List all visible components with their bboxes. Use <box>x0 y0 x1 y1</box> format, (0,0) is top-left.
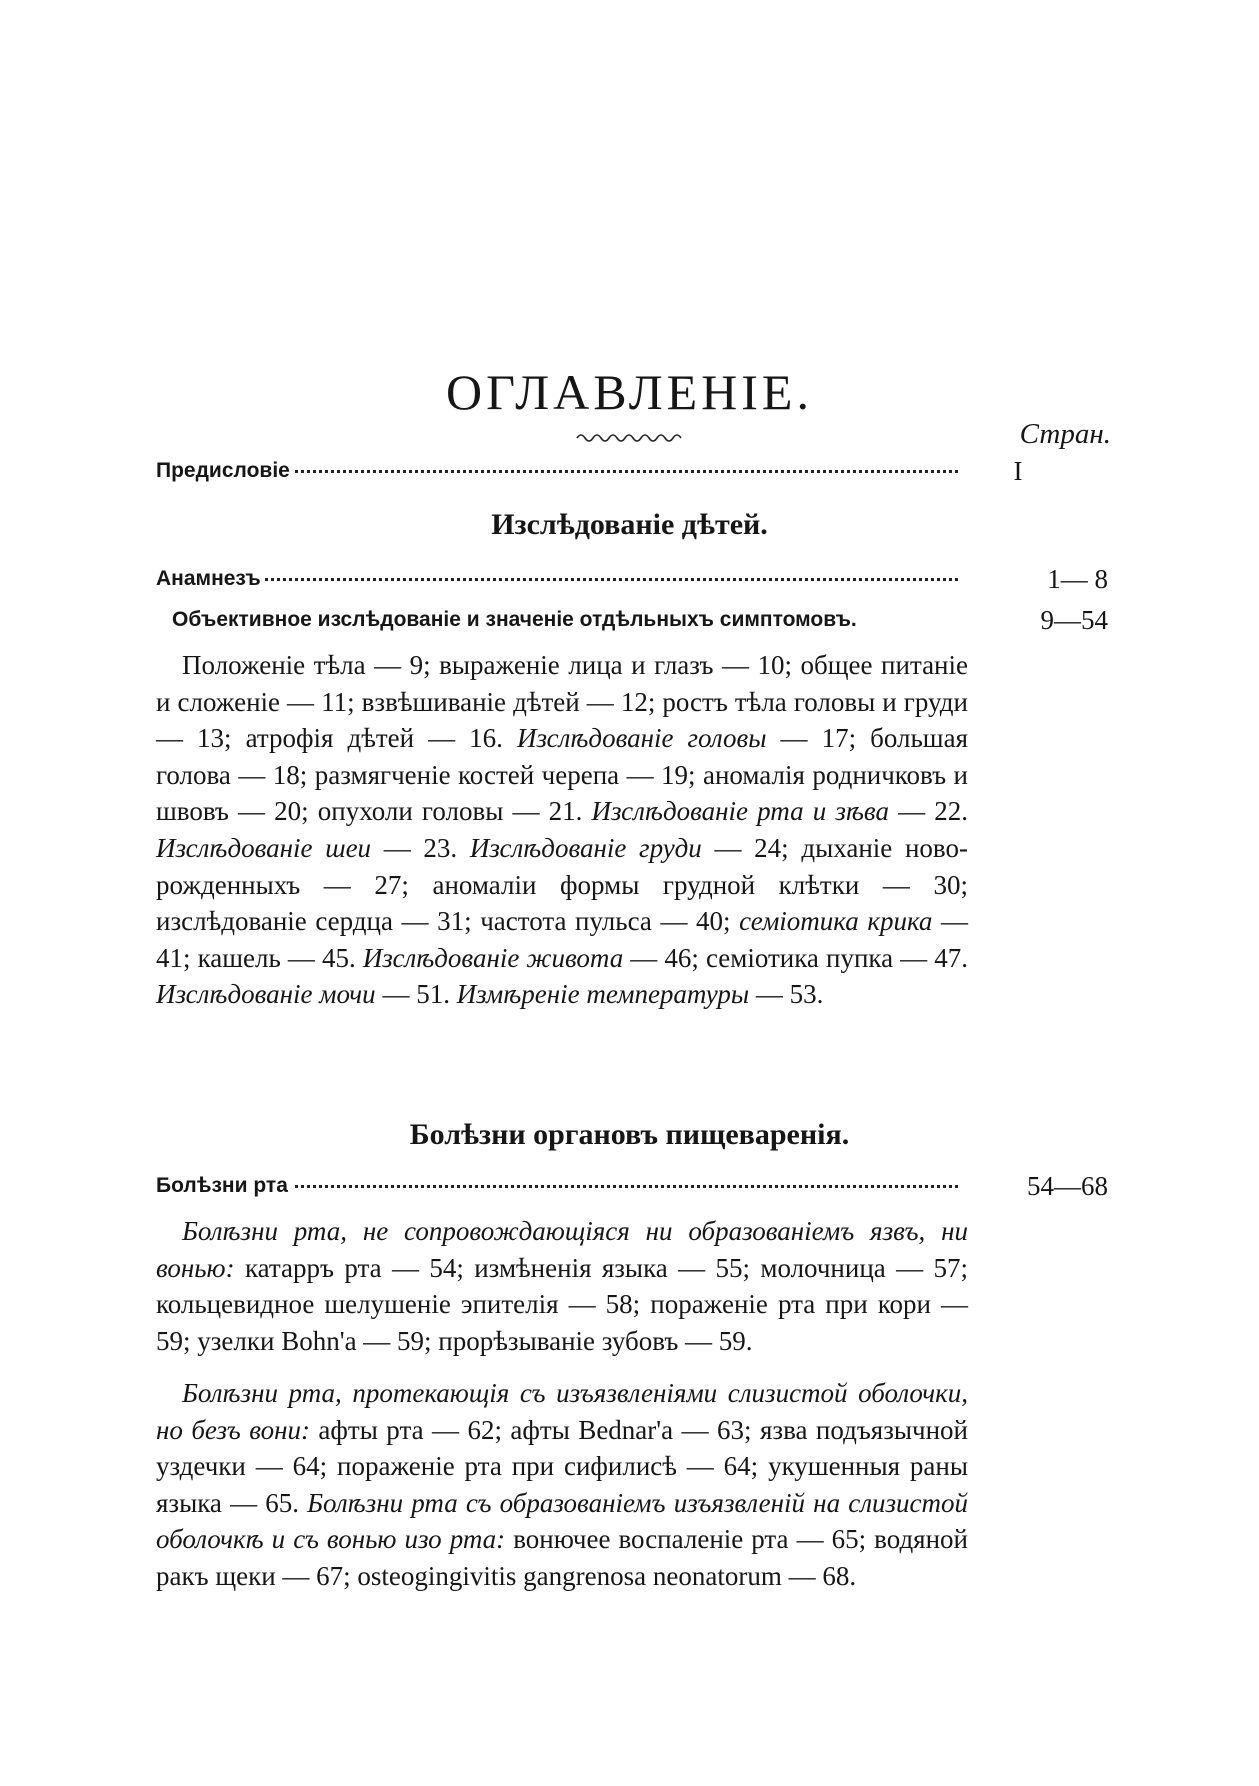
italic-run: Изслѣдованіе головы <box>516 723 767 754</box>
toc-entry-preface[interactable] <box>156 452 1108 490</box>
text-run: — 24; дыханіе новорожденныхъ — 27; аномаліи формы грудной клѣтки — 30; изслѣдованіе сердца — 31; частота пульса — 40; <box>156 832 968 937</box>
italic-run: Изслѣдованіе рта и зѣва <box>591 796 889 827</box>
page-title: ОГЛАВЛЕНІЕ. <box>446 364 813 420</box>
text-run: — 17; большая голова — 18; размягченіе костей черепа — 19; аномалія родничковъ и швовъ — 20; опухоли головы — 21. <box>156 723 968 827</box>
toc-entry-mouth-diseases[interactable] <box>156 1167 1108 1205</box>
italic-run: Изслѣдованіе груди <box>469 832 702 863</box>
italic-run: Болѣзни рта съ образованіемъ изъязвленій на слизистой оболочкѣ и съ вонью изо рта: <box>156 1487 968 1555</box>
text-run: катарръ рта — 54; измѣненія языка — 55; молочница — 57; кольцевидное шелушеніе эпителія — 58; пораженіе рта при кори — 59; узелки Bohn'a — 59; прорѣзываніе зубовъ — 59. <box>156 1252 968 1356</box>
toc-entry-objective-examination[interactable] <box>156 601 1108 639</box>
italic-run: Изслѣдованіе мочи <box>156 979 376 1010</box>
italic-run: Изслѣдованіе живота <box>362 942 624 973</box>
text-run: — 22. <box>888 796 969 827</box>
text-run: — 46; семіотика пупка — 47. <box>623 942 968 973</box>
entry-details-examination <box>156 647 968 1013</box>
text-run: — 41; кашель — 45. <box>156 906 968 973</box>
wavy-rule-ornament <box>575 430 685 446</box>
entry-title: Болѣзни рта <box>156 1167 292 1205</box>
page-column-header: Стран. <box>1019 418 1111 450</box>
section-heading-digestive: Болѣзни органовъ пищеваренія. <box>409 1118 850 1151</box>
section-heading-examination: Изслѣдованіе дѣтей. <box>491 508 768 541</box>
entry-title: Предисловіе <box>156 452 294 490</box>
entry-details-mouth-1 <box>156 1213 968 1359</box>
dot-leader <box>156 578 958 581</box>
text-run: Положеніе тѣла — 9; выраженіе лица и глазъ — 10; общее питаніе и сложеніе — 11; взвѣшиваніе дѣтей — 12; ростъ тѣла головы и груди — 13; атрофія дѣтей — 16. <box>156 650 968 754</box>
text-run: вонючее воспаленіе рта — 65; водяной ракъ щеки — 67; osteogingivitis gangrenosa neonatorum — 68. <box>156 1524 969 1591</box>
text-run: афты рта — 62; афты Bednar'a — 63; язва подъязычной уздечки — 64; пораженіе рта при сифилисѣ — 64; укушенныя раны языка — 65. <box>156 1414 968 1518</box>
entry-pages: 9—54 <box>1040 605 1108 635</box>
italic-run: Измѣреніе температуры <box>456 979 750 1010</box>
italic-run: Болѣзни рта, протекающія съ изъязвленіями слизистой оболочки, но безъ вони: <box>156 1378 968 1445</box>
italic-run: семіотика крика <box>739 906 933 937</box>
entry-pages: 54—68 <box>1027 1171 1108 1201</box>
entry-pages: I <box>1013 456 1023 486</box>
text-run: — 23. <box>371 832 470 863</box>
italic-run: Болѣзни рта, не сопровождающіяся ни образованіемъ язвъ, ни вонью: <box>156 1216 968 1283</box>
entry-pages: 1— 8 <box>1047 564 1108 594</box>
entry-details-mouth-2 <box>156 1375 968 1595</box>
entry-title: Объективное изслѣдованіе и значеніе отдѣльныхъ симптомовъ. <box>172 601 861 639</box>
text-run: — 51. <box>375 979 457 1010</box>
entry-title: Анамнезъ <box>156 560 265 598</box>
toc-entry-anamnesis[interactable] <box>156 560 1108 598</box>
text-run: — 53. <box>749 979 824 1010</box>
italic-run: Изслѣдованіе шеи <box>156 832 372 863</box>
